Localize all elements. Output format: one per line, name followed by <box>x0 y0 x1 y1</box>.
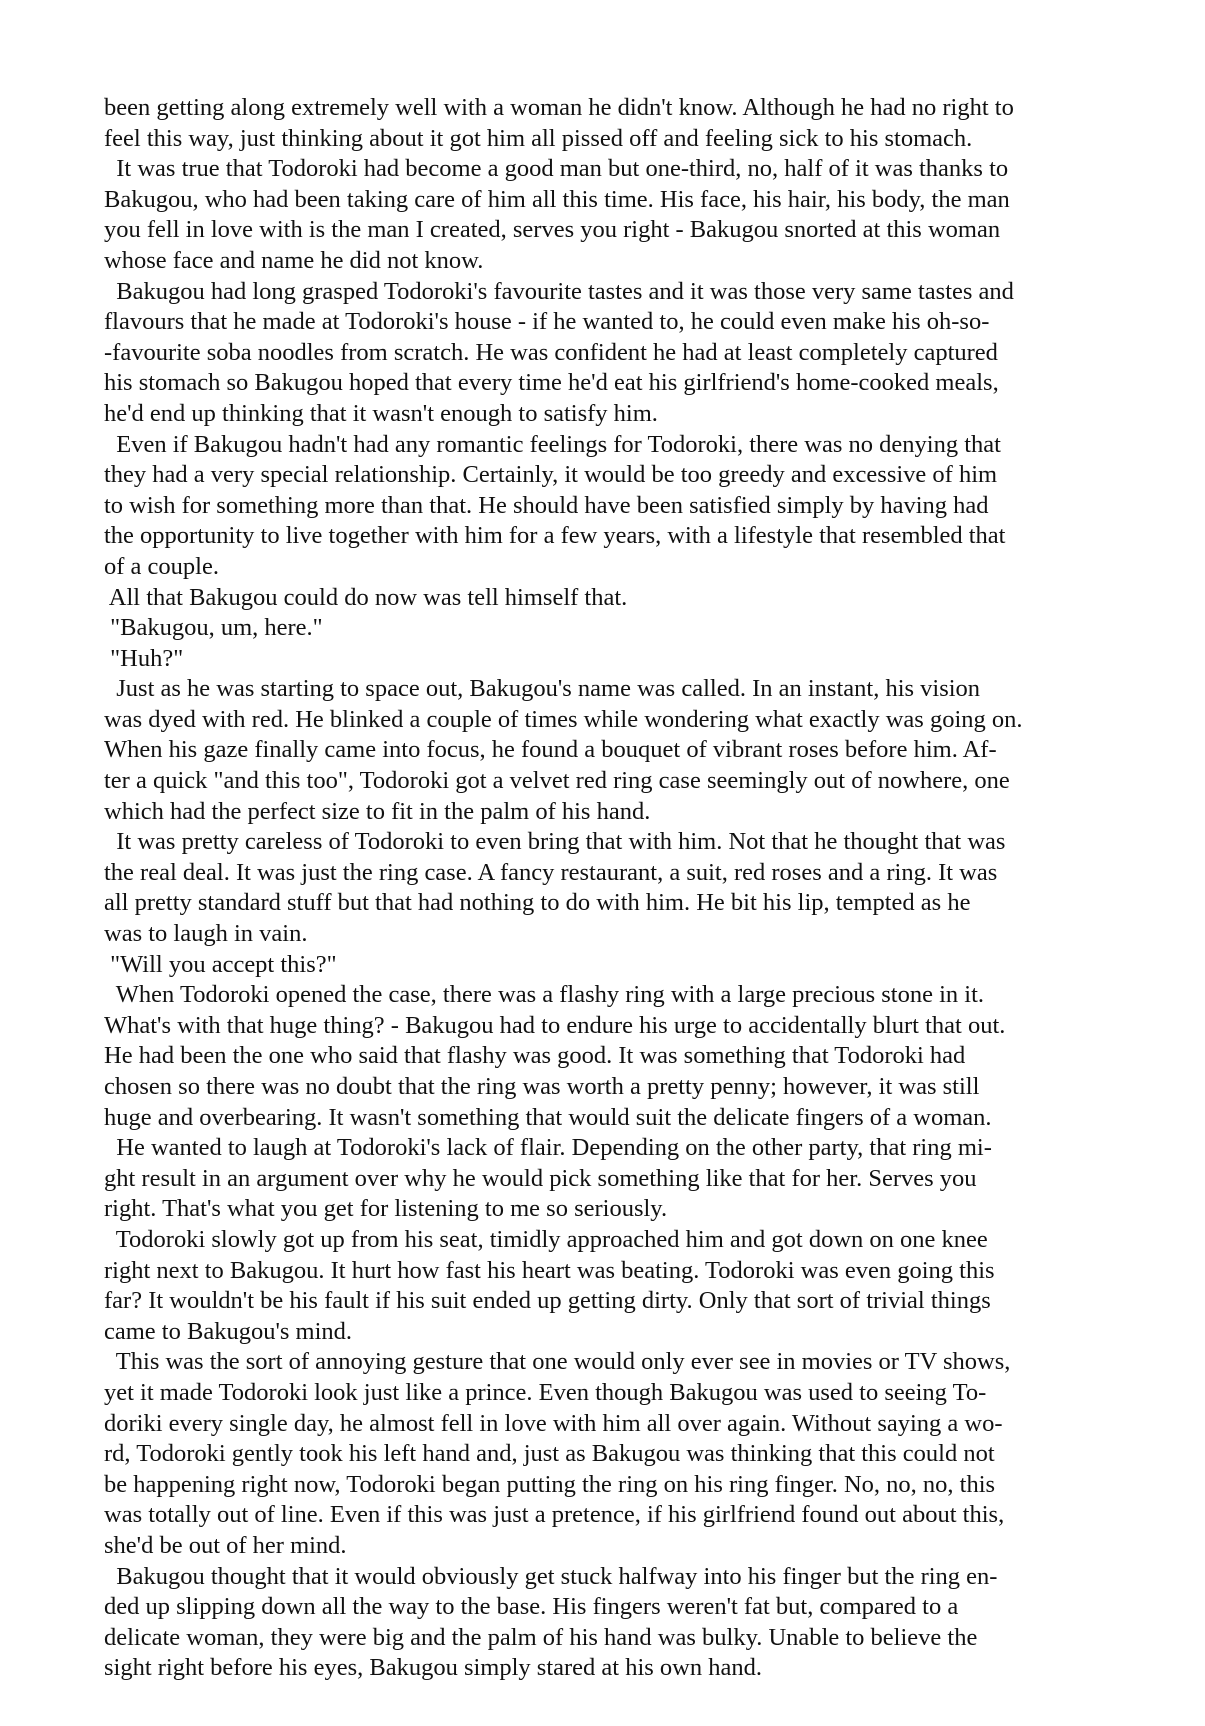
text-line: his stomach so Bakugou hoped that every time he'd eat his girlfriend's home-cooked meals, <box>104 369 999 397</box>
text-line: feel this way, just thinking about it got him all pissed off and feeling sick to his stomach. <box>104 124 973 152</box>
text-line: ght result in an argument over why he would pick something like that for her. Serves you <box>104 1164 977 1192</box>
text-line: "Huh?" <box>104 644 184 672</box>
text-line: was dyed with red. He blinked a couple of times while wondering what exactly was going on. <box>104 705 1023 733</box>
text-line: "Will you accept this?" <box>104 950 337 978</box>
text-line: When Todoroki opened the case, there was a flashy ring with a large precious stone in it. <box>104 981 985 1009</box>
body-text <box>104 93 1134 1684</box>
text-line: he'd end up thinking that it wasn't enough to satisfy him. <box>104 399 658 427</box>
text-line: which had the perfect size to fit in the palm of his hand. <box>104 797 651 825</box>
text-line: rd, Todoroki gently took his left hand and, just as Bakugou was thinking that this could not <box>104 1440 995 1468</box>
text-line: Bakugou, who had been taking care of him all this time. His face, his hair, his body, the man <box>104 185 1010 213</box>
text-line: right next to Bakugou. It hurt how fast his heart was beating. Todoroki was even going this <box>104 1256 995 1284</box>
text-line: It was true that Todoroki had become a good man but one-third, no, half of it was thanks to <box>104 155 1009 183</box>
text-line: be happening right now, Todoroki began putting the ring on his ring finger. No, no, no, this <box>104 1470 996 1498</box>
text-line: He wanted to laugh at Todoroki's lack of flair. Depending on the other party, that ring mi- <box>104 1134 992 1162</box>
text-line: been getting along extremely well with a woman he didn't know. Although he had no right to <box>104 94 1014 121</box>
text-line: she'd be out of her mind. <box>104 1531 347 1559</box>
text-line: He had been the one who said that flashy was good. It was something that Todoroki had <box>104 1042 966 1070</box>
text-line: Even if Bakugou hadn't had any romantic feelings for Todoroki, there was no denying that <box>104 430 1001 458</box>
text-line: of a couple. <box>104 552 219 580</box>
text-line: chosen so there was no doubt that the ring was worth a pretty penny; however, it was still <box>104 1073 980 1100</box>
text-line: all pretty standard stuff but that had nothing to do with him. He bit his lip, tempted as he <box>104 889 971 917</box>
text-line: ter a quick "and this too", Todoroki got a velvet red ring case seemingly out of nowhere, one <box>104 767 1010 795</box>
text-line: Todoroki slowly got up from his seat, timidly approached him and got down on one knee <box>104 1225 988 1253</box>
text-line: doriki every single day, he almost fell in love with him all over again. Without saying a wo- <box>104 1409 1003 1437</box>
text-line: you fell in love with is the man I created, serves you right - Bakugou snorted at this woman <box>104 216 1001 244</box>
text-line: Bakugou thought that it would obviously get stuck halfway into his finger but the ring en- <box>104 1562 998 1590</box>
text-line: far? It wouldn't be his fault if his suit ended up getting dirty. Only that sort of trivial things <box>104 1287 991 1315</box>
text-line: came to Bakugou's mind. <box>104 1317 353 1345</box>
text-line: When his gaze finally came into focus, he found a bouquet of vibrant roses before him. Af- <box>104 736 997 764</box>
text-line: was totally out of line. Even if this was just a pretence, if his girlfriend found out about this, <box>104 1501 1005 1529</box>
text-line: It was pretty careless of Todoroki to even bring that with him. Not that he thought that was <box>104 828 1006 856</box>
text-line: right. That's what you get for listening to me so seriously. <box>104 1195 668 1223</box>
text-line: -favourite soba noodles from scratch. He was confident he had at least completely captured <box>104 338 998 366</box>
text-line: they had a very special relationship. Certainly, it would be too greedy and excessive of him <box>104 461 998 489</box>
text-line: to wish for something more than that. He should have been satisfied simply by having had <box>104 491 989 519</box>
text-line: Just as he was starting to space out, Bakugou's name was called. In an instant, his vision <box>104 675 981 703</box>
text-line: What's with that huge thing? - Bakugou had to endure his urge to accidentally blurt that out. <box>104 1011 1006 1039</box>
text-line: was to laugh in vain. <box>104 920 308 948</box>
text-line: whose face and name he did not know. <box>104 246 484 274</box>
text-line: "Bakugou, um, here." <box>104 614 323 642</box>
text-line: Bakugou had long grasped Todoroki's favourite tastes and it was those very same tastes and <box>104 277 1014 305</box>
text-line: sight right before his eyes, Bakugou simply stared at his own hand. <box>104 1654 762 1682</box>
text-line: delicate woman, they were big and the palm of his hand was bulky. Unable to believe the <box>104 1623 978 1651</box>
text-line: ded up slipping down all the way to the base. His fingers weren't fat but, compared to a <box>104 1593 959 1621</box>
text-line: huge and overbearing. It wasn't something that would suit the delicate fingers of a woman. <box>104 1103 992 1131</box>
text-line: the opportunity to live together with him for a few years, with a lifestyle that resembled that <box>104 522 1006 550</box>
text-line: yet it made Todoroki look just like a prince. Even though Bakugou was used to seeing To- <box>104 1378 987 1406</box>
text-line: the real deal. It was just the ring case. A fancy restaurant, a suit, red roses and a ring. It was <box>104 858 998 886</box>
text-line: flavours that he made at Todoroki's house - if he wanted to, he could even make his oh-so- <box>104 308 990 336</box>
text-line: All that Bakugou could do now was tell himself that. <box>104 583 628 611</box>
text-line: This was the sort of annoying gesture that one would only ever see in movies or TV shows, <box>104 1348 1011 1376</box>
